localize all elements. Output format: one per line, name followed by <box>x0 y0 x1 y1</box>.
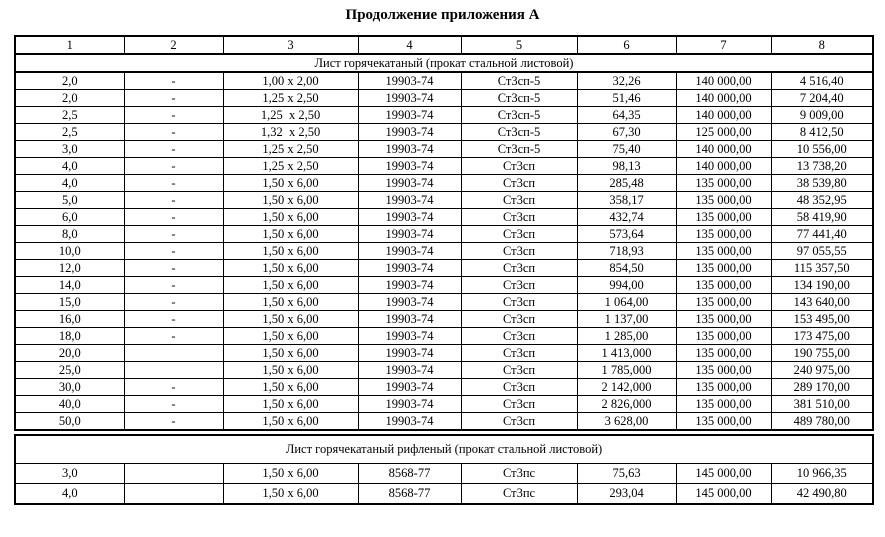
table-cell: 19903-74 <box>358 379 461 396</box>
table-cell: 19903-74 <box>358 294 461 311</box>
table-row <box>15 396 873 413</box>
table-row <box>15 209 873 226</box>
table-cell: - <box>124 124 223 141</box>
table-cell: 854,50 <box>577 260 676 277</box>
section-title-hot-rolled: Лист горячекатаный (прокат стальной листовой) <box>15 54 873 72</box>
table-cell: 1,50 x 6,00 <box>223 362 358 379</box>
table-cell: 135 000,00 <box>676 328 771 345</box>
table-cell: 48 352,95 <box>771 192 873 209</box>
table-cell: 4 516,40 <box>771 72 873 90</box>
table-cell: 1,50 x 6,00 <box>223 209 358 226</box>
table-cell: 67,30 <box>577 124 676 141</box>
table-cell: 140 000,00 <box>676 90 771 107</box>
table-cell: 489 780,00 <box>771 413 873 431</box>
table-cell: 16,0 <box>15 311 124 328</box>
table-cell: Ст3сп <box>461 362 577 379</box>
table-cell: Ст3сп <box>461 345 577 362</box>
section-title-row <box>15 54 873 72</box>
section-title-row <box>15 435 873 464</box>
table-cell: - <box>124 90 223 107</box>
table-row <box>15 226 873 243</box>
table-cell: - <box>124 107 223 124</box>
table-cell: 19903-74 <box>358 209 461 226</box>
section-title-hot-rolled-checkered: Лист горячекатаный рифленый (прокат стальной листовой) <box>15 435 873 464</box>
table-cell: 1,32 x 2,50 <box>223 124 358 141</box>
table-cell: 8568-77 <box>358 464 461 484</box>
table-cell: - <box>124 379 223 396</box>
column-header-7: 7 <box>676 36 771 54</box>
table-cell: 135 000,00 <box>676 260 771 277</box>
table-cell: 1 137,00 <box>577 311 676 328</box>
table-cell: 4,0 <box>15 175 124 192</box>
table-cell: 134 190,00 <box>771 277 873 294</box>
table-cell: Ст3пс <box>461 484 577 505</box>
table-row <box>15 277 873 294</box>
table-cell: - <box>124 243 223 260</box>
column-header-6: 6 <box>577 36 676 54</box>
table-cell: 19903-74 <box>358 413 461 431</box>
table-wrapper <box>14 35 872 505</box>
table-cell: 153 495,00 <box>771 311 873 328</box>
table-cell: Ст3сп <box>461 379 577 396</box>
table-cell: 1,50 x 6,00 <box>223 464 358 484</box>
table-cell: 1,25 x 2,50 <box>223 90 358 107</box>
table-cell: 3,0 <box>15 141 124 158</box>
table-row <box>15 362 873 379</box>
table-row <box>15 192 873 209</box>
table-cell: 30,0 <box>15 379 124 396</box>
table-row <box>15 107 873 124</box>
table-cell: Ст3сп-5 <box>461 90 577 107</box>
table-cell: 145 000,00 <box>676 484 771 505</box>
table-cell: 10 556,00 <box>771 141 873 158</box>
table-cell: Ст3пс <box>461 464 577 484</box>
page-title: Продолжение приложения А <box>345 7 540 23</box>
table-cell: 718,93 <box>577 243 676 260</box>
table-cell: 135 000,00 <box>676 311 771 328</box>
table-cell: 19903-74 <box>358 277 461 294</box>
table-cell: 10,0 <box>15 243 124 260</box>
table-cell: 4,0 <box>15 484 124 505</box>
table-cell: 19903-74 <box>358 175 461 192</box>
table-cell: - <box>124 72 223 90</box>
table-cell: 285,48 <box>577 175 676 192</box>
table-cell: Ст3сп <box>461 243 577 260</box>
table-cell: 2,5 <box>15 124 124 141</box>
column-header-1: 1 <box>15 36 124 54</box>
table-cell: Ст3сп <box>461 158 577 175</box>
table-cell: 40,0 <box>15 396 124 413</box>
table-row <box>15 124 873 141</box>
table-cell: 135 000,00 <box>676 192 771 209</box>
table-cell: 1,50 x 6,00 <box>223 175 358 192</box>
table-cell: 8,0 <box>15 226 124 243</box>
table-cell: 432,74 <box>577 209 676 226</box>
table-cell: 1,50 x 6,00 <box>223 328 358 345</box>
table-cell: 38 539,80 <box>771 175 873 192</box>
table-cell: - <box>124 311 223 328</box>
table-cell <box>124 484 223 505</box>
table-cell: Ст3сп-5 <box>461 124 577 141</box>
table-cell: - <box>124 209 223 226</box>
table-row <box>15 243 873 260</box>
table-cell: 98,13 <box>577 158 676 175</box>
table-cell: 1,50 x 6,00 <box>223 396 358 413</box>
table-cell: 8568-77 <box>358 484 461 505</box>
table-cell: 381 510,00 <box>771 396 873 413</box>
table-row <box>15 141 873 158</box>
table-cell: 1 413,000 <box>577 345 676 362</box>
table-cell: 97 055,55 <box>771 243 873 260</box>
table-cell: Ст3сп-5 <box>461 72 577 90</box>
table-cell: Ст3сп <box>461 396 577 413</box>
table-cell: 12,0 <box>15 260 124 277</box>
table-cell: - <box>124 226 223 243</box>
table-cell: 135 000,00 <box>676 209 771 226</box>
table-cell: 1,25 x 2,50 <box>223 107 358 124</box>
table-cell: 140 000,00 <box>676 158 771 175</box>
table-cell: 51,46 <box>577 90 676 107</box>
table-cell: 6,0 <box>15 209 124 226</box>
table-cell: 135 000,00 <box>676 175 771 192</box>
table-cell: 115 357,50 <box>771 260 873 277</box>
table-cell: 140 000,00 <box>676 141 771 158</box>
table-cell: 135 000,00 <box>676 379 771 396</box>
appendix-table-part-1 <box>14 35 874 431</box>
table-cell: 58 419,90 <box>771 209 873 226</box>
table-cell: 190 755,00 <box>771 345 873 362</box>
table-row <box>15 464 873 484</box>
table-cell: 135 000,00 <box>676 362 771 379</box>
table-cell: 1,50 x 6,00 <box>223 277 358 294</box>
table-cell: 32,26 <box>577 72 676 90</box>
table-cell: 1,25 x 2,50 <box>223 158 358 175</box>
table-cell: 1 785,000 <box>577 362 676 379</box>
table-cell: Ст3сп <box>461 175 577 192</box>
table-cell: 135 000,00 <box>676 294 771 311</box>
table-cell: 140 000,00 <box>676 72 771 90</box>
table-cell: Ст3сп <box>461 328 577 345</box>
table-cell: - <box>124 158 223 175</box>
table-cell: 994,00 <box>577 277 676 294</box>
table-cell: 358,17 <box>577 192 676 209</box>
table-row <box>15 175 873 192</box>
table-cell: 9 009,00 <box>771 107 873 124</box>
table-cell <box>124 345 223 362</box>
table-cell: 1,50 x 6,00 <box>223 260 358 277</box>
column-header-5: 5 <box>461 36 577 54</box>
table-cell: 573,64 <box>577 226 676 243</box>
table-cell: Ст3сп-5 <box>461 107 577 124</box>
table-cell: 135 000,00 <box>676 243 771 260</box>
table-cell: - <box>124 413 223 431</box>
table-cell: 14,0 <box>15 277 124 294</box>
column-header-8: 8 <box>771 36 873 54</box>
table-cell: 19903-74 <box>358 260 461 277</box>
table-cell: Ст3сп-5 <box>461 141 577 158</box>
table-cell: 19903-74 <box>358 311 461 328</box>
table-cell: 1,50 x 6,00 <box>223 484 358 505</box>
table-cell: 19903-74 <box>358 192 461 209</box>
table-cell: 64,35 <box>577 107 676 124</box>
column-number-header-row <box>15 36 873 54</box>
table-row <box>15 260 873 277</box>
table-cell: 2,5 <box>15 107 124 124</box>
table-cell: 1 285,00 <box>577 328 676 345</box>
table-cell: - <box>124 175 223 192</box>
table-cell: 3 628,00 <box>577 413 676 431</box>
table-cell: Ст3сп <box>461 209 577 226</box>
table-cell: 19903-74 <box>358 328 461 345</box>
table-cell: 75,63 <box>577 464 676 484</box>
table-row <box>15 311 873 328</box>
table-cell: 135 000,00 <box>676 345 771 362</box>
table-cell: 2,0 <box>15 72 124 90</box>
table-cell: 19903-74 <box>358 226 461 243</box>
column-header-2: 2 <box>124 36 223 54</box>
table-row <box>15 379 873 396</box>
table-cell: - <box>124 277 223 294</box>
table-cell: Ст3сп <box>461 277 577 294</box>
table-cell: 1 064,00 <box>577 294 676 311</box>
table-cell: 7 204,40 <box>771 90 873 107</box>
table-cell: - <box>124 260 223 277</box>
table-cell: 50,0 <box>15 413 124 431</box>
table-cell: 1,50 x 6,00 <box>223 311 358 328</box>
table-cell: 19903-74 <box>358 243 461 260</box>
table-cell: 5,0 <box>15 192 124 209</box>
table-cell: - <box>124 328 223 345</box>
table-cell: 1,50 x 6,00 <box>223 413 358 431</box>
table-cell: Ст3сп <box>461 311 577 328</box>
table-cell: 1,50 x 6,00 <box>223 226 358 243</box>
table-cell: 289 170,00 <box>771 379 873 396</box>
table-cell: - <box>124 294 223 311</box>
table-cell: 3,0 <box>15 464 124 484</box>
table-cell: 19903-74 <box>358 124 461 141</box>
table-cell: 19903-74 <box>358 362 461 379</box>
table-cell: 25,0 <box>15 362 124 379</box>
column-header-4: 4 <box>358 36 461 54</box>
table-row <box>15 484 873 505</box>
table-cell: 19903-74 <box>358 158 461 175</box>
table-cell: 8 412,50 <box>771 124 873 141</box>
table-cell: 19903-74 <box>358 396 461 413</box>
table-cell: 15,0 <box>15 294 124 311</box>
table-cell: 1,50 x 6,00 <box>223 345 358 362</box>
table-cell: 19903-74 <box>358 72 461 90</box>
table-row <box>15 294 873 311</box>
table-row <box>15 413 873 431</box>
section-1-body <box>15 72 873 430</box>
table-cell: 10 966,35 <box>771 464 873 484</box>
table-cell: 19903-74 <box>358 345 461 362</box>
table-cell: Ст3сп <box>461 413 577 431</box>
table-cell: Ст3сп <box>461 294 577 311</box>
table-cell: 293,04 <box>577 484 676 505</box>
table-cell: 143 640,00 <box>771 294 873 311</box>
table-cell: - <box>124 396 223 413</box>
table-cell: 240 975,00 <box>771 362 873 379</box>
table-cell: 173 475,00 <box>771 328 873 345</box>
table-cell: 135 000,00 <box>676 226 771 243</box>
table-cell: 2,0 <box>15 90 124 107</box>
table-cell: 125 000,00 <box>676 124 771 141</box>
table-cell: - <box>124 192 223 209</box>
table-cell: 1,50 x 6,00 <box>223 243 358 260</box>
table-cell: 75,40 <box>577 141 676 158</box>
table-cell: Ст3сп <box>461 226 577 243</box>
table-cell: 1,00 x 2,00 <box>223 72 358 90</box>
column-header-3: 3 <box>223 36 358 54</box>
table-cell: 140 000,00 <box>676 107 771 124</box>
table-cell: 13 738,20 <box>771 158 873 175</box>
table-cell: 42 490,80 <box>771 484 873 505</box>
table-cell: 19903-74 <box>358 107 461 124</box>
table-cell: - <box>124 141 223 158</box>
table-cell: 1,50 x 6,00 <box>223 192 358 209</box>
table-cell: 145 000,00 <box>676 464 771 484</box>
table-cell: Ст3сп <box>461 260 577 277</box>
table-cell: 135 000,00 <box>676 413 771 431</box>
table-row <box>15 158 873 175</box>
table-cell: 2 142,000 <box>577 379 676 396</box>
table-cell: Ст3сп <box>461 192 577 209</box>
appendix-table-part-2 <box>14 434 874 505</box>
table-cell: 135 000,00 <box>676 277 771 294</box>
table-cell: 19903-74 <box>358 141 461 158</box>
table-row <box>15 328 873 345</box>
table-cell: 1,50 x 6,00 <box>223 294 358 311</box>
table-cell: 77 441,40 <box>771 226 873 243</box>
table-cell: 135 000,00 <box>676 396 771 413</box>
table-cell: 2 826,000 <box>577 396 676 413</box>
table-cell <box>124 464 223 484</box>
table-cell: 18,0 <box>15 328 124 345</box>
table-cell: 1,25 x 2,50 <box>223 141 358 158</box>
section-2-body <box>15 464 873 505</box>
table-cell: 4,0 <box>15 158 124 175</box>
table-row <box>15 72 873 90</box>
table-cell: 19903-74 <box>358 90 461 107</box>
table-cell: 20,0 <box>15 345 124 362</box>
table-row <box>15 345 873 362</box>
table-cell <box>124 362 223 379</box>
table-cell: 1,50 x 6,00 <box>223 379 358 396</box>
table-row <box>15 90 873 107</box>
